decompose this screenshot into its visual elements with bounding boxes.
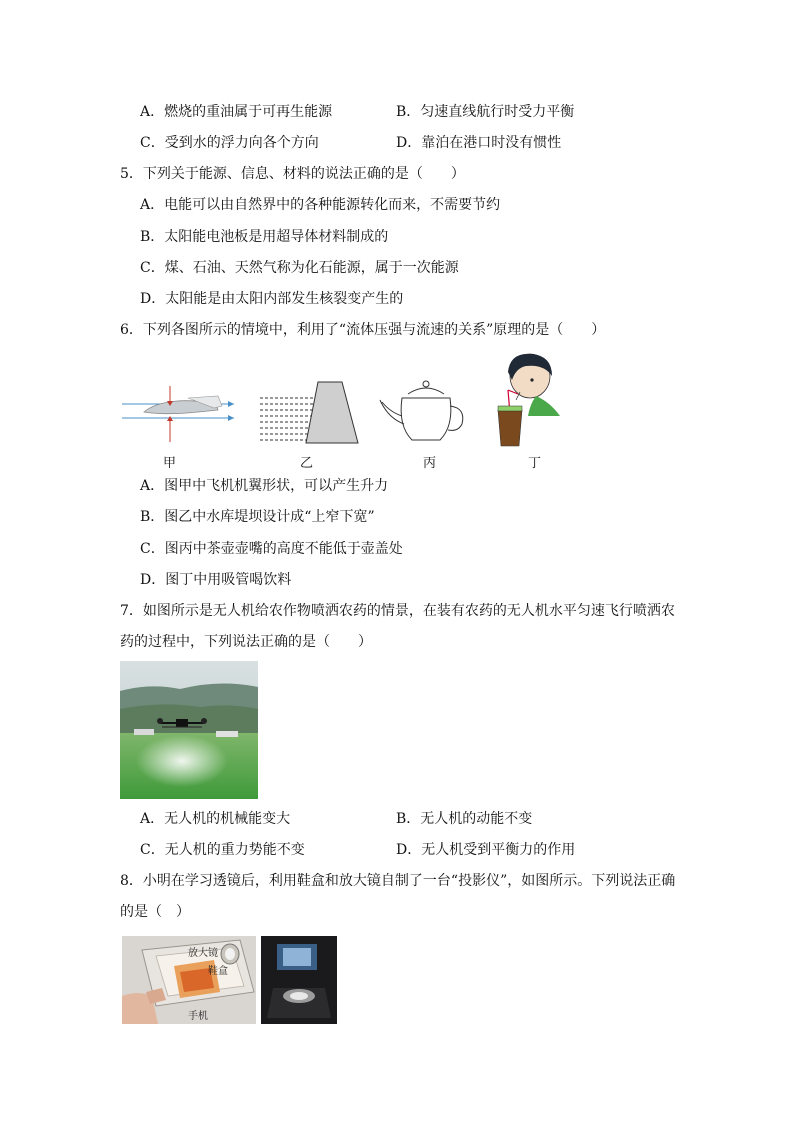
q7-option-b: B．无人机的动能不变 [396, 811, 533, 827]
figure-caption-jia: 甲 [163, 456, 177, 471]
q8-stem-line2: 的是（ ） [120, 904, 190, 920]
q7-stem-line1: 7．如图所示是无人机给农作物喷洒农药的情景，在装有农药的无人机水平匀速飞行喷洒农 [120, 603, 675, 619]
projected-image-photo [261, 936, 337, 1024]
q8-stem-line1: 8．小明在学习透镜后，利用鞋盒和放大镜自制了一台“投影仪”，如图所示。下列说法正确 [120, 873, 676, 889]
label-phone: 手机 [188, 1011, 208, 1022]
q4-option-d: D．靠泊在港口时没有惯性 [396, 135, 562, 151]
q6-option-a: A．图甲中飞机机翼形状，可以产生升力 [140, 478, 389, 494]
q6-stem: 6．下列各图所示的情境中，利用了“流体压强与流速的关系”原理的是（ ） [120, 322, 606, 338]
q7-option-d: D．无人机受到平衡力的作用 [396, 842, 576, 858]
q5-option-a: A．电能可以由自然界中的各种能源转化而来，不需要节约 [140, 197, 501, 213]
figure-caption-yi: 乙 [300, 456, 314, 471]
q5-option-c: C．煤、石油、天然气称为化石能源，属于一次能源 [140, 260, 459, 276]
q7-option-c: C．无人机的重力势能不变 [140, 842, 305, 858]
q4-option-a: A．燃烧的重油属于可再生能源 [140, 104, 333, 120]
q6-option-c: C．图丙中茶壶壶嘴的高度不能低于壶盖处 [140, 541, 403, 557]
label-shoebox: 鞋盒 [208, 966, 228, 977]
figure-caption-ding: 丁 [528, 456, 542, 471]
dam-figure [258, 380, 362, 446]
teapot-figure [378, 378, 468, 448]
q4-option-c: C．受到水的浮力向各个方向 [140, 135, 319, 151]
airfoil-figure [118, 382, 238, 446]
label-magnifier: 放大镜 [188, 948, 218, 959]
q6-option-d: D．图丁中用吸管喝饮料 [140, 572, 292, 588]
q5-option-b: B．太阳能电池板是用超导体材料制成的 [140, 229, 389, 245]
q7-option-a: A．无人机的机械能变大 [140, 811, 291, 827]
q6-option-b: B．图乙中水库堤坝设计成“上窄下宽” [140, 509, 375, 525]
shoebox-projector-photo [122, 936, 256, 1024]
q4-option-b: B．匀速直线航行时受力平衡 [396, 104, 575, 120]
drone-spraying-photo [120, 661, 258, 799]
q7-stem-line2: 药的过程中，下列说法正确的是（ ） [120, 634, 372, 650]
straw-drinking-figure [492, 350, 564, 450]
figure-caption-bing: 丙 [423, 456, 437, 471]
q5-stem: 5．下列关于能源、信息、材料的说法正确的是（ ） [120, 166, 465, 182]
q5-option-d: D．太阳能是由太阳内部发生核裂变产生的 [140, 291, 404, 307]
